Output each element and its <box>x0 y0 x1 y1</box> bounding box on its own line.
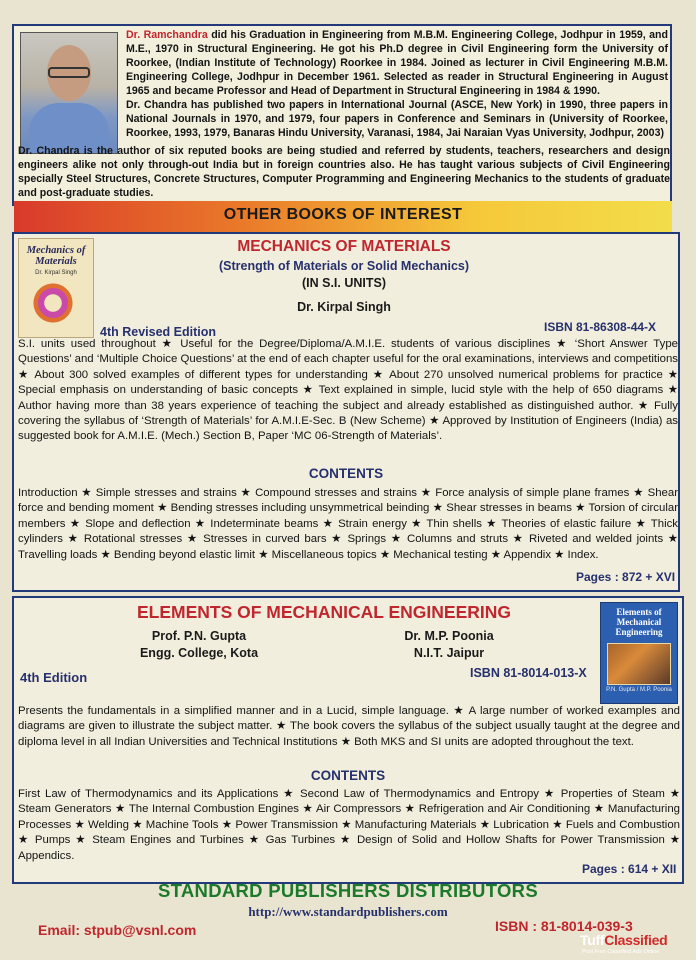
book1-author: Dr. Kirpal Singh <box>297 300 391 314</box>
book2-cover-author: P.N. Gupta / M.P. Poonia <box>606 687 672 693</box>
book1-subtitle: (Strength of Materials or Solid Mechanics) <box>218 259 470 273</box>
book2-pages: Pages : 614 + XII <box>582 862 677 876</box>
book2-author2-name: Dr. M.P. Poonia <box>404 629 494 643</box>
book1-description: S.I. units used throughout ★ Useful for the Degree/Diploma/A.M.I.E. students of various disciplines ★ ‘Short Answer Type Questions’ and ‘Multiple Choice Questions’ at the end of each chapter useful for the oral examinations, interviews and competitions ★ About 300 solved examples of different types for understanding ★ About 270 unsolved numerical problems for practice ★ Special emphasis on understanding of basic concepts ★ Text explained in simple, lucid style with the help of 650 diagrams ★ Author having more than 38 years experience of teaching the subject and already established as distinguished author. ★ Fully covering the syllabus of ‘Strength of Materials’ for A.M.I.E-Sec. B (New Scheme) ★ Approved by Institution of Engineers (India) as suggested book for A.M.I.E. (Mech.) Section B, Paper ‘MC 06-Strength of Materials’. <box>18 338 678 443</box>
author-bio-paragraph-2: Dr. Chandra has published two papers in International Journal (ASCE, New York) in 1990, three papers in National Journals in 1970, and 1979, four papers in Conference and Seminars in (University of Roorkee, Roorkee, 1993, 1979, Banaras Hindu University, Varanasi, 1984, Jai Naraian Vyas University, Jodhpur, 2003) <box>126 99 668 139</box>
author-bio-box <box>12 24 672 206</box>
other-books-banner <box>14 201 672 232</box>
book2-title: ELEMENTS OF MECHANICAL ENGINEERING <box>136 602 511 622</box>
book2-author2-affiliation: N.I.T. Jaipur <box>413 646 485 660</box>
book2-contents-list: First Law of Thermodynamics and its Applications ★ Second Law of Thermodynamics and Entropy ★ Properties of Steam ★ Steam Generators ★ The Internal Combustion Engines ★ Air Compressors ★ Refrigeration and Air Conditioning ★ Manufacturing Processes ★ Welding ★ Machine Tools ★ Power Transmission ★ Manufacturing Materials ★ Lubrication ★ Fuels and Combustion ★ Pumps ★ Steam Engines and Turbines ★ Gas Turbines ★ Design of Solid and Hollow Shafts for Power Transmission ★ Appendics. <box>18 788 680 862</box>
author-bio-paragraph-1 <box>126 28 668 98</box>
book1-contents-list: Introduction ★ Simple stresses and strains ★ Compound stresses and strains ★ Force analysis of simple plane frames ★ Shear force and bending moment ★ Bending stresses including unsymmetrical beinding ★ Shear stresses in beams ★ Torsion of circular members ★ Slope and deflection ★ Indeterminate beams ★ Strain energy ★ Thin shells ★ Theories of elastic failure ★ Thick cylinders ★ Rotational stresses ★ Stresses in curved bars ★ Springs ★ Columns and struts ★ Riveted and welded joints ★ Travelling loads ★ Bending beyond elastic limit ★ Miscellaneous topics ★ Mechanical testing ★ Appendix ★ Index. <box>18 487 678 561</box>
book2-author1-affiliation: Engg. College, Kota <box>139 646 259 660</box>
book2-isbn: ISBN 81-8014-013-X <box>470 666 587 680</box>
cover-graphic-icon <box>33 283 73 323</box>
book2-author1-name: Prof. P.N. Gupta <box>151 629 247 643</box>
back-cover-isbn: ISBN : 81-8014-039-3 <box>495 918 633 934</box>
publisher-name: STANDARD PUBLISHERS DISTRIBUTORS <box>158 880 538 901</box>
banner-title: OTHER BOOKS OF INTEREST <box>223 206 463 223</box>
author-photo <box>20 32 118 154</box>
author-bio-paragraph-3: Dr. Chandra is the author of six reputed books are being studied and referred by students, teachers, researchers and design engineers alike not only through-out India but in foreign countries also. He has taught various subjects of Civil Engineering specially Steel Structures, Concrete Structures, Computer Programming and Engineering Mechanics to the students of graduate and post-graduate studies. <box>18 145 670 199</box>
book1-cover-title: Mechanics of Materials <box>26 245 86 267</box>
book1-contents-heading: CONTENTS <box>308 466 384 481</box>
watermark-logo-prefix: Tuff <box>580 932 605 948</box>
book2-description: Presents the fundamentals in a simplified manner and in a Lucid, simple language. ★ A large number of worked examples and diagrams are given to illustrate the subject matter. ★ The book covers the syllabus of the subject usually taught at the degree and diploma level in all Indian Universities and Technical Institutions ★ Both MKS and SI units are adopted throughout the text. <box>18 705 680 748</box>
book2-cover-image <box>600 602 678 704</box>
book-elements-of-mechanical-engineering <box>12 596 684 884</box>
watermark-logo-suffix: Classified <box>604 932 668 948</box>
book2-cover-title: Elements of Mechanical Engineering <box>615 607 663 637</box>
watermark-logo-icon <box>580 932 667 948</box>
book1-title: MECHANICS OF MATERIALS <box>237 238 451 255</box>
publisher-website-link[interactable]: http://www.standardpublishers.com <box>248 904 448 919</box>
publisher-email-link[interactable]: Email: stpub@vsnl.com <box>38 922 197 938</box>
cover-machine-icon <box>607 643 671 685</box>
book1-cover-author: Dr. Kirpal Singh <box>35 270 77 276</box>
book1-pages: Pages : 872 + XVI <box>576 570 676 584</box>
book-mechanics-of-materials <box>12 232 680 592</box>
book1-isbn: ISBN 81-86308-44-X <box>544 320 657 334</box>
book1-edition: 4th Revised Edition <box>100 325 216 339</box>
tuffclassified-watermark <box>580 930 696 960</box>
book2-contents-heading: CONTENTS <box>310 768 386 783</box>
author-name: Dr. Ramchandra <box>126 29 208 41</box>
book2-edition: 4th Edition <box>20 670 88 685</box>
author-bio-text-1: did his Graduation in Engineering from M.B.M. Engineering College, Jodhpur in 1959, and M.E., 1970 in Structural Engineering. He got his Ph.D degree in Civil Engineering form the University of Roorkee, (Indian Institute of Technology) Roorkee in 1984. Joined as lecturer in Civil Engineering M.B.M. Engineering College, Jodhpur in December 1961. Selected as reader in Structural Engineering in August 1965 and became Professor and Head of Department in Structural Engineering in 1984 & 1990. <box>126 29 668 97</box>
watermark-tagline: Post Free Classified Ads Online <box>582 949 660 955</box>
book1-units: (IN S.I. UNITS) <box>301 276 387 290</box>
book1-cover-image <box>18 238 94 338</box>
